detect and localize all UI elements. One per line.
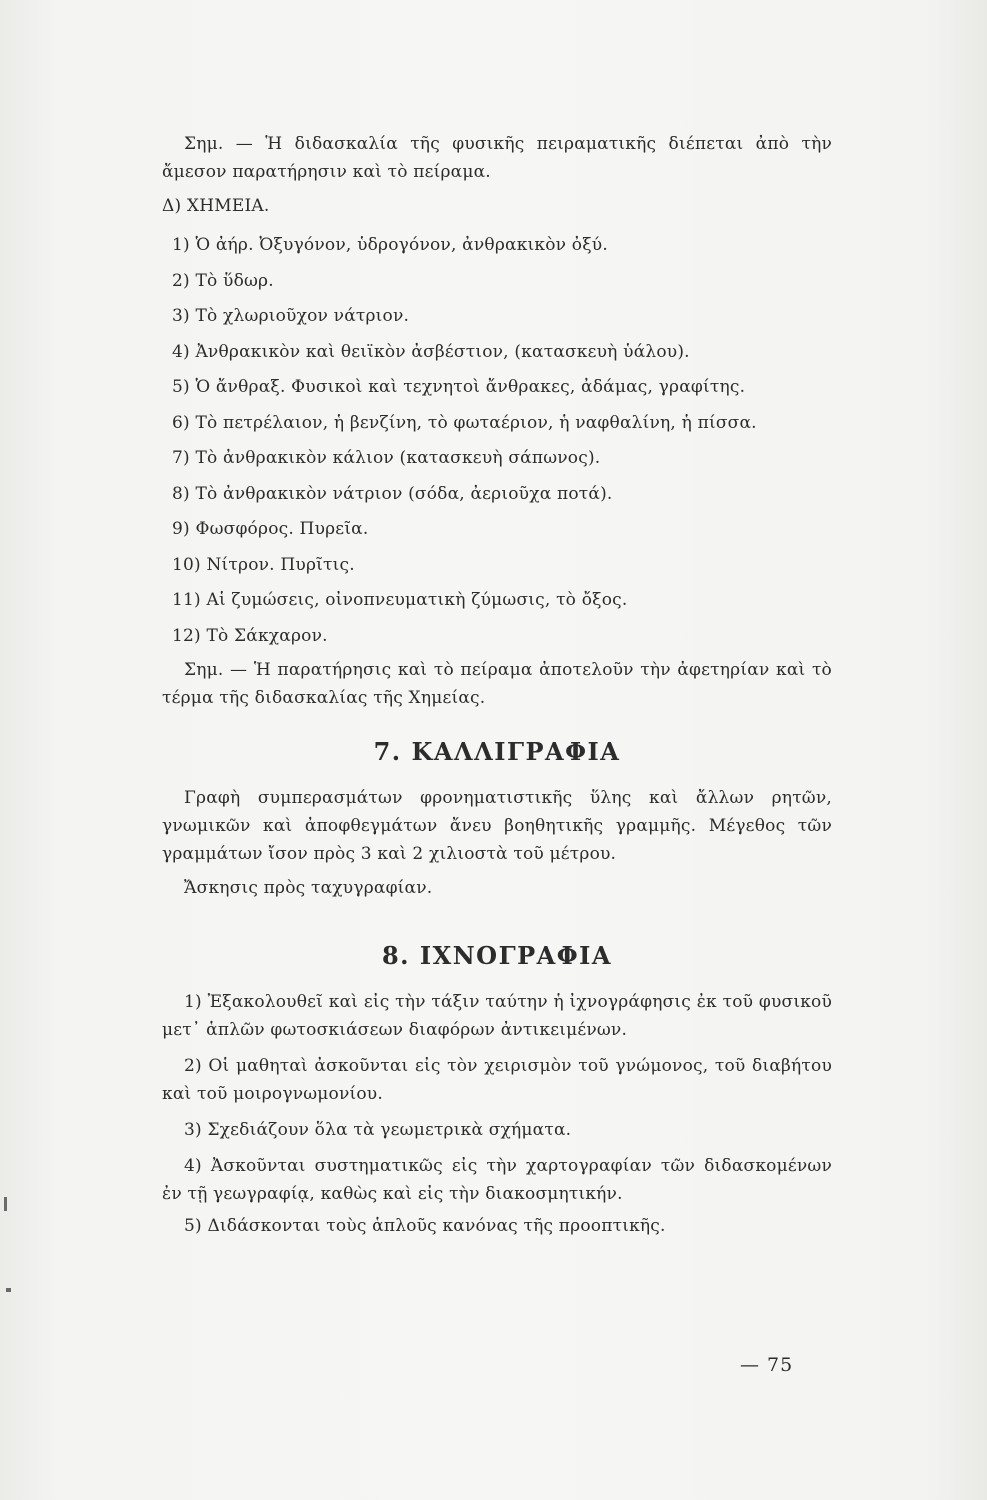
list-item: 8) Τὸ ἀνθρακικὸν νάτριον (σόδα, ἀεριοῦχα ποτά). (172, 483, 613, 504)
list-item: 5) Ὁ ἄνθραξ. Φυσικοὶ καὶ τεχνητοὶ ἄνθρακες, ἀδάμας, γραφίτης. (172, 377, 746, 397)
list-item: 1) Ὁ ἀήρ. Ὀξυγόνον, ὑδρογόνον, ἀνθρακικὸν ὀξύ. (172, 235, 608, 255)
chemistry-note: Σημ. — Ἡ παρατήρησις καὶ τὸ πείραμα ἀποτελοῦν τὴν ἀφετηρίαν καὶ τὸ τέρμα τῆς διδασκαλίας τῆς Χημείας. (162, 660, 832, 708)
list-item: 1) Ἐξακολουθεῖ καὶ εἰς τὴν τάξιν ταύτην ἡ ἰχνογράφησις ἐκ τοῦ φυσικοῦ μετ᾿ ἁπλῶν φωτοσκιάσεων διαφόρων ἀντικειμένων. (162, 992, 832, 1040)
list-item: 9) Φωσφόρος. Πυρεῖα. (172, 519, 369, 539)
physics-note: Σημ. — Ἡ διδασκαλία τῆς φυσικῆς πειραματικῆς διέπεται ἀπὸ τὴν ἄμεσον παρατήρησιν καὶ τὸ πείραμα. (162, 134, 832, 182)
list-item: 2) Οἱ μαθηταὶ ἀσκοῦνται εἰς τὸν χειρισμὸν τοῦ γνώμονος, τοῦ διαβήτου καὶ τοῦ μοιρογνωμονίου. (162, 1056, 832, 1104)
list-item: 12) Τὸ Σάκχαρον. (172, 625, 328, 646)
heading-calligraphy: 7. ΚΑΛΛΙΓΡΑΦΙΑ (373, 737, 621, 766)
list-item: 3) Σχεδιάζουν ὅλα τὰ γεωμετρικὰ σχήματα. (184, 1120, 572, 1140)
list-item: 11) Αἱ ζυμώσεις, οἰνοπνευματικὴ ζύμωσις, τὸ ὄξος. (172, 590, 628, 610)
calligraphy-exercise: Ἄσκησις πρὸς ταχυγραφίαν. (184, 878, 433, 898)
list-item: 4) Ἀνθρακικὸν καὶ θειϊκὸν ἀσβέστιον, (κατασκευὴ ὑάλου). (172, 341, 690, 362)
list-item: 4) Ἀσκοῦνται συστηματικῶς εἰς τὴν χαρτογραφίαν τῶν διδασκομένων ἐν τῇ γεωγραφίᾳ, καθὼς καὶ εἰς τὴν διακοσμητικήν. (162, 1156, 832, 1204)
list-item: 7) Τὸ ἀνθρακικὸν κάλιον (κατασκευὴ σάπωνος). (172, 448, 601, 468)
calligraphy-paragraph: Γραφὴ συμπερασμάτων φρονηματιστικῆς ὕλης καὶ ἄλλων ρητῶν, γνωμικῶν καὶ ἀποφθεγμάτων ἄνευ βοηθητικῆς γραμμῆς. Μέγεθος τῶν γραμμάτων ἴσον πρὸς 3 καὶ 2 χιλιοστὰ τοῦ μέτρου. (162, 788, 832, 864)
list-item: 2) Τὸ ὕδωρ. (172, 270, 274, 291)
list-item: 6) Τὸ πετρέλαιον, ἡ βενζίνη, τὸ φωταέριον, ἡ ναφθαλίνη, ἡ πίσσα. (172, 412, 757, 433)
chemistry-list (162, 228, 832, 654)
drawing-list (162, 988, 832, 1240)
list-item: 3) Τὸ χλωριοῦχον νάτριον. (172, 306, 410, 326)
page-number: — 75 (740, 1354, 794, 1376)
scan-margin-mark (4, 1197, 7, 1211)
heading-drawing: 8. ΙΧΝΟΓΡΑΦΙΑ (381, 941, 613, 970)
section-heading-chemistry: Δ) ΧΗΜΕΙΑ. (162, 196, 270, 216)
page-content (162, 130, 832, 1240)
scan-margin-mark (6, 1288, 11, 1292)
list-item: 10) Νίτρον. Πυρῖτις. (172, 554, 355, 575)
list-item: 5) Διδάσκονται τοὺς ἁπλοῦς κανόνας τῆς προοπτικῆς. (184, 1216, 666, 1236)
